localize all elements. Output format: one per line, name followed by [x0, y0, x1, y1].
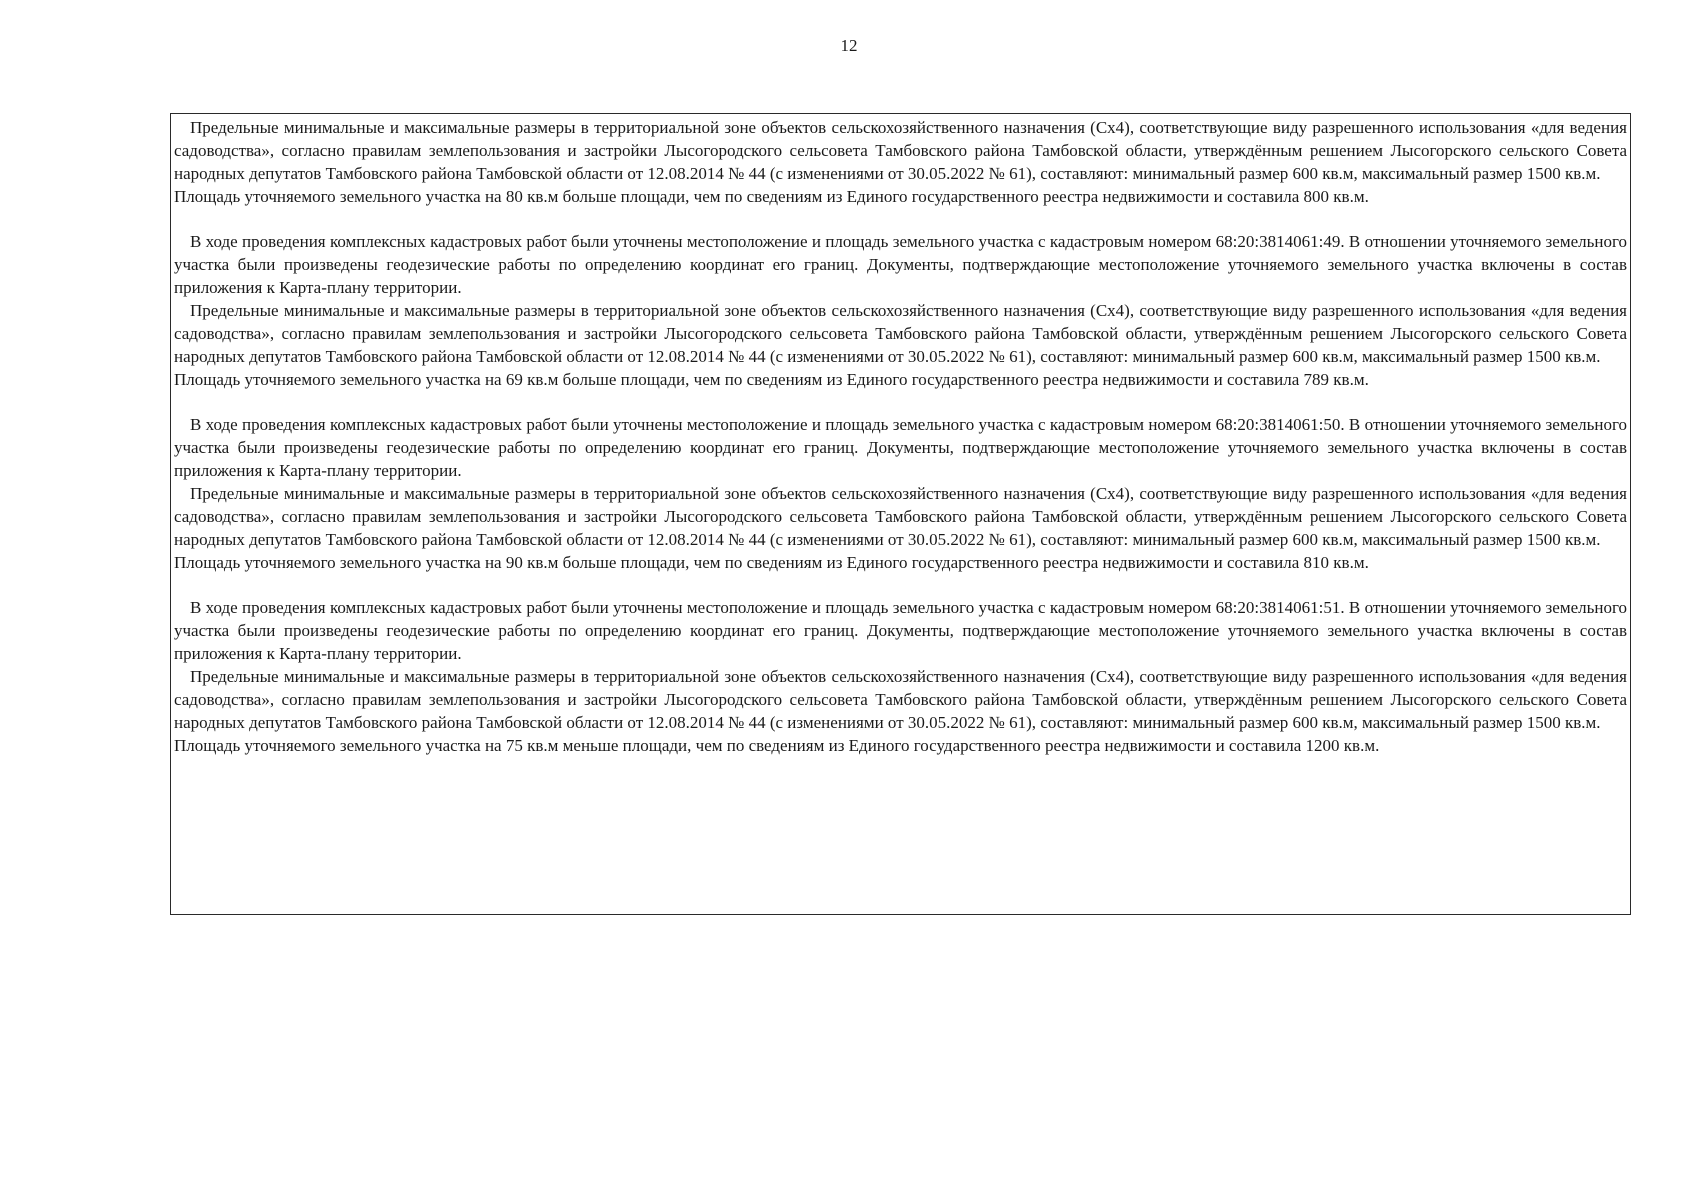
- paragraph-cadastral-works: В ходе проведения комплексных кадастровых работ были уточнены местоположение и площадь земельного участка с кадастровым номером 68:20:3814061:51. В отношении уточняемого земельного участка были произведены геодезические работы по определению координат его границ. Документы, подтверждающие местоположение уточняемого земельного участка включены в состав приложения к Карта-плану территории.: [174, 598, 1627, 663]
- text-block-3: [174, 413, 1627, 574]
- text-frame: [170, 113, 1631, 915]
- paragraph-cadastral-works: В ходе проведения комплексных кадастровых работ были уточнены местоположение и площадь земельного участка с кадастровым номером 68:20:3814061:50. В отношении уточняемого земельного участка были произведены геодезические работы по определению координат его границ. Документы, подтверждающие местоположение уточняемого земельного участка включены в состав приложения к Карта-плану территории.: [174, 415, 1627, 480]
- text-block-2: [174, 230, 1627, 391]
- paragraph-limits: Предельные минимальные и максимальные размеры в территориальной зоне объектов сельскохозяйственного назначения (Сх4), соответствующие виду разрешенного использования «для ведения садоводства», согласно правилам землепользования и застройки Лысогородского сельсовета Тамбовского района Тамбовской области, утверждённым решением Лысогорского сельского Совета народных депутатов Тамбовского района Тамбовской области от 12.08.2014 № 44 (с изменениями от 30.05.2022 № 61), составляют: минимальный размер 600 кв.м, максимальный размер 1500 кв.м.: [174, 301, 1627, 366]
- paragraph-cadastral-works: В ходе проведения комплексных кадастровых работ были уточнены местоположение и площадь земельного участка с кадастровым номером 68:20:3814061:49. В отношении уточняемого земельного участка были произведены геодезические работы по определению координат его границ. Документы, подтверждающие местоположение уточняемого земельного участка включены в состав приложения к Карта-плану территории.: [174, 232, 1627, 297]
- paragraph-area: Площадь уточняемого земельного участка на 80 кв.м больше площади, чем по сведениям из Единого государственного реестра недвижимости и составила 800 кв.м.: [174, 187, 1369, 206]
- paragraph-area: Площадь уточняемого земельного участка на 75 кв.м меньше площади, чем по сведениям из Единого государственного реестра недвижимости и составила 1200 кв.м.: [174, 736, 1380, 755]
- paragraph-limits: Предельные минимальные и максимальные размеры в территориальной зоне объектов сельскохозяйственного назначения (Сх4), соответствующие виду разрешенного использования «для ведения садоводства», согласно правилам землепользования и застройки Лысогородского сельсовета Тамбовского района Тамбовской области, утверждённым решением Лысогорского сельского Совета народных депутатов Тамбовского района Тамбовской области от 12.08.2014 № 44 (с изменениями от 30.05.2022 № 61), составляют: минимальный размер 600 кв.м, максимальный размер 1500 кв.м.: [174, 484, 1627, 549]
- paragraph-area: Площадь уточняемого земельного участка на 90 кв.м больше площади, чем по сведениям из Единого государственного реестра недвижимости и составила 810 кв.м.: [174, 553, 1369, 572]
- paragraph-limits: Предельные минимальные и максимальные размеры в территориальной зоне объектов сельскохозяйственного назначения (Сх4), соответствующие виду разрешенного использования «для ведения садоводства», согласно правилам землепользования и застройки Лысогородского сельсовета Тамбовского района Тамбовской области, утверждённым решением Лысогорского сельского Совета народных депутатов Тамбовского района Тамбовской области от 12.08.2014 № 44 (с изменениями от 30.05.2022 № 61), составляют: минимальный размер 600 кв.м, максимальный размер 1500 кв.м.: [174, 667, 1627, 732]
- paragraph-limits: Предельные минимальные и максимальные размеры в территориальной зоне объектов сельскохозяйственного назначения (Сх4), соответствующие виду разрешенного использования «для ведения садоводства», согласно правилам землепользования и застройки Лысогородского сельсовета Тамбовского района Тамбовской области, утверждённым решением Лысогорского сельского Совета народных депутатов Тамбовского района Тамбовской области от 12.08.2014 № 44 (с изменениями от 30.05.2022 № 61), составляют: минимальный размер 600 кв.м, максимальный размер 1500 кв.м.: [174, 118, 1627, 183]
- text-block-1: [174, 116, 1627, 208]
- page-number: 12: [840, 36, 858, 55]
- paragraph-area: Площадь уточняемого земельного участка на 69 кв.м больше площади, чем по сведениям из Единого государственного реестра недвижимости и составила 789 кв.м.: [174, 370, 1369, 389]
- text-block-4: [174, 596, 1627, 757]
